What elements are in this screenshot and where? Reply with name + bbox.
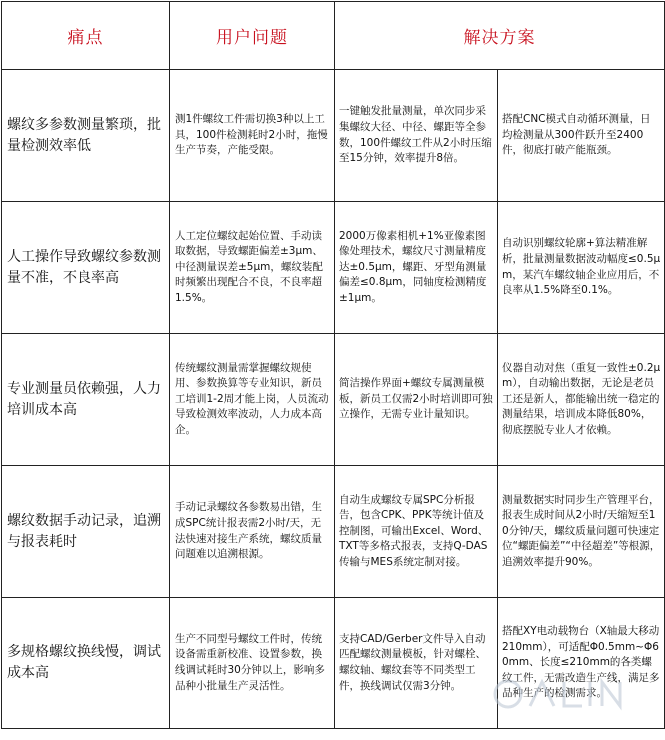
solution-cell-b: 测量数据实时同步生产管理平台，报表生成时间从2小时/天缩短至10分钟/天，螺纹质量问题可快速定位“螺距偏差”“中径超差”等根源，追溯效率提升90%。 bbox=[498, 466, 665, 598]
pain-point-cell: 人工操作导致螺纹参数测量不准，不良率高 bbox=[2, 202, 170, 334]
solution-cell-a: 一键触发批量测量，单次同步采集螺纹大径、中径、螺距等全参数，100件螺纹工件从2小时压缩至15分钟，效率提升8倍。 bbox=[335, 70, 498, 202]
header-solution: 解决方案 bbox=[335, 2, 665, 70]
pain-point-cell: 螺纹数据手动记录，追溯与报表耗时 bbox=[2, 466, 170, 598]
user-problem-cell: 传统螺纹测量需掌握螺纹规使用、参数换算等专业知识，新员工培训1-2周才能上岗，人员流动导致检测效率波动，人力成本高企。 bbox=[170, 334, 335, 466]
table-row bbox=[2, 202, 665, 334]
solution-cell-a: 支持CAD/Gerber文件导入自动匹配螺纹测量模板，针对螺栓、螺纹轴、螺纹套等不同类型工件，换线调试仅需3分钟。 bbox=[335, 598, 498, 729]
header-pain-point: 痛点 bbox=[2, 2, 170, 70]
user-problem-cell: 人工定位螺纹起始位置、手动读取数据，导致螺距偏差±3μm、中径测量误差±5μm，螺纹装配时频繁出现配合不良，不良率超1.5%。 bbox=[170, 202, 335, 334]
thread-measurement-table bbox=[1, 1, 665, 729]
table-row bbox=[2, 334, 665, 466]
table-row bbox=[2, 598, 665, 729]
pain-point-cell: 专业测量员依赖强，人力培训成本高 bbox=[2, 334, 170, 466]
header-user-problem: 用户问题 bbox=[170, 2, 335, 70]
solution-cell-b: 搭配XY电动载物台（X轴最大移动210mm），可适配Φ0.5mm~Φ60mm、长度≤210mm的各类螺纹工件，无需改造生产线，满足多品种生产的检测需求。 bbox=[498, 598, 665, 729]
solution-cell-b: 仪器自动对焦（重复一致性±0.2μm），自动输出数据，无论是老员工还是新人，都能输出统一稳定的测量结果，培训成本降低80%，彻底摆脱专业人才依赖。 bbox=[498, 334, 665, 466]
solution-cell-b: 自动识别螺纹轮廓+算法精准解析，批量测量数据波动幅度≤0.5μm，某汽车螺纹轴企业应用后，不良率从1.5%降至0.1%。 bbox=[498, 202, 665, 334]
solution-cell-b: 搭配CNC模式自动循环测量，日均检测量从300件跃升至2400件，彻底打破产能瓶颈。 bbox=[498, 70, 665, 202]
header-row bbox=[2, 2, 665, 70]
pain-point-cell: 螺纹多参数测量繁琐，批量检测效率低 bbox=[2, 70, 170, 202]
solution-cell-a: 简洁操作界面+螺纹专属测量模板，新员工仅需2小时培训即可独立操作，无需专业计量知识。 bbox=[335, 334, 498, 466]
user-problem-cell: 手动记录螺纹各参数易出错，生成SPC统计报表需2小时/天，无法快速对接生产系统，螺纹质量问题难以追溯根源。 bbox=[170, 466, 335, 598]
pain-point-cell: 多规格螺纹换线慢，调试成本高 bbox=[2, 598, 170, 729]
user-problem-cell: 测1件螺纹工件需切换3种以上工具，100件检测耗时2小时，拖慢生产节奏，产能受限。 bbox=[170, 70, 335, 202]
solution-cell-a: 2000万像素相机+1%亚像素图像处理技术，螺纹尺寸测量精度达±0.5μm，螺距、牙型角测量偏差≤0.8μm，同轴度检测精度±1μm。 bbox=[335, 202, 498, 334]
user-problem-cell: 生产不同型号螺纹工件时，传统设备需重新校准、设置参数，换线调试耗时30分钟以上，影响多品种小批量生产灵活性。 bbox=[170, 598, 335, 729]
table-row bbox=[2, 466, 665, 598]
table-row bbox=[2, 70, 665, 202]
solution-cell-a: 自动生成螺纹专属SPC分析报告，包含CPK、PPK等统计值及控制图，可输出Excel、Word、TXT等多格式报表，支持Q-DAS传输与MES系统定制对接。 bbox=[335, 466, 498, 598]
